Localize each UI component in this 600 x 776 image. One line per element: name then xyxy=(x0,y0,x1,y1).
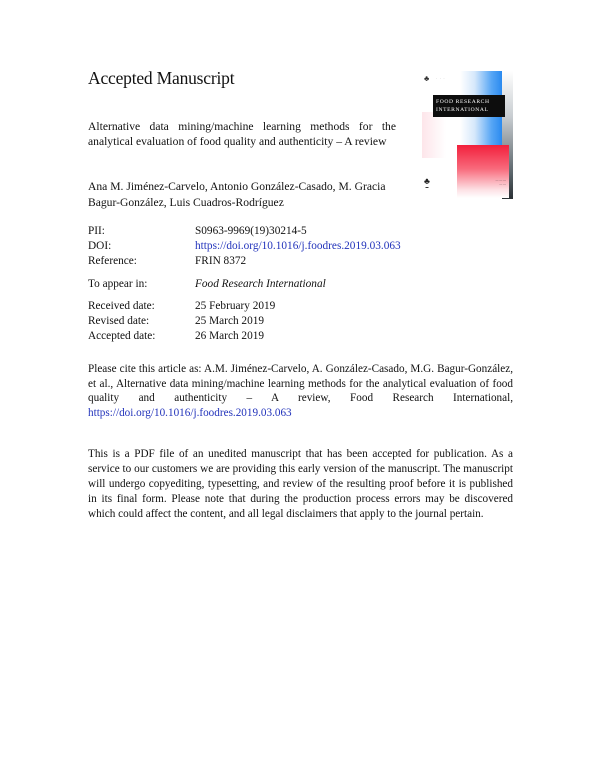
journal-name: Food Research International xyxy=(195,278,326,290)
accepted-date-value: 26 March 2019 xyxy=(195,330,265,342)
cover-pink-panel xyxy=(422,112,446,158)
cover-title-line1: FOOD RESEARCH xyxy=(436,99,490,105)
doi-label: DOI: xyxy=(88,240,112,252)
reference-value: FRIN 8372 xyxy=(195,255,247,267)
cover-red-panel xyxy=(457,145,509,198)
journal-cover-image xyxy=(422,68,514,200)
revised-date-value: 25 March 2019 xyxy=(195,315,265,327)
cover-title-banner xyxy=(433,95,505,117)
reference-row xyxy=(88,254,401,269)
cover-small-text: — — — — — xyxy=(495,178,506,186)
manuscript-notice: This is a PDF file of an unedited manuscript that has been accepted for publication. As a service to our customers we are providing this early version of the manuscript. The manuscript will undergo copyediting, typesetting, and review of the resulting proof before it is published in its final form. Please note that during the production process errors may be discovered which could affect the content, and all legal disclaimers that apply to the journal pertain. xyxy=(88,448,513,520)
pii-label: PII: xyxy=(88,225,105,237)
citation-paragraph xyxy=(88,362,513,421)
pii-row xyxy=(88,224,401,239)
journal-block xyxy=(88,277,326,292)
doi-link[interactable]: https://doi.org/10.1016/j.foodres.2019.03.063 xyxy=(195,240,401,252)
cover-title-line2: INTERNATIONAL xyxy=(436,107,489,113)
received-date-label: Received date: xyxy=(88,300,155,312)
received-date-row xyxy=(88,299,275,314)
accepted-date-label: Accepted date: xyxy=(88,330,156,342)
journal-label: To appear in: xyxy=(88,278,148,290)
author-list: Ana M. Jiménez-Carvelo, Antonio González-Casado, M. Gracia Bagur-González, Luis Cuadros-Rodríguez xyxy=(88,180,386,209)
elsevier-tree-icon: ♣ xyxy=(424,74,430,83)
article-title: Alternative data mining/machine learning methods for the analytical evaluation of food quality and authenticity – A review xyxy=(88,120,396,148)
identifiers-block xyxy=(88,224,401,269)
accepted-date-row xyxy=(88,329,275,344)
dates-block xyxy=(88,299,275,344)
revised-date-row xyxy=(88,314,275,329)
received-date-value: 25 February 2019 xyxy=(195,300,276,312)
revised-date-label: Revised date: xyxy=(88,315,150,327)
page-heading: Accepted Manuscript xyxy=(88,68,235,88)
doi-row xyxy=(88,239,401,254)
cover-publisher-text: · · · xyxy=(436,77,446,81)
elsevier-logo-icon: ♣ ▬ xyxy=(424,176,430,189)
citation-text: Please cite this article as: A.M. Jiménez-Carvelo, A. González-Casado, M.G. Bagur-González, et al., Alternative data mining/machine learning methods for the analytical evaluation of food quality and authenticity – A review, Food Research International, xyxy=(88,363,513,405)
citation-doi-link[interactable]: https://doi.org/10.1016/j.foodres.2019.03.063 xyxy=(88,407,292,420)
reference-label: Reference: xyxy=(88,255,137,267)
journal-row xyxy=(88,277,326,292)
pii-value: S0963-9969(19)30214-5 xyxy=(195,225,307,237)
